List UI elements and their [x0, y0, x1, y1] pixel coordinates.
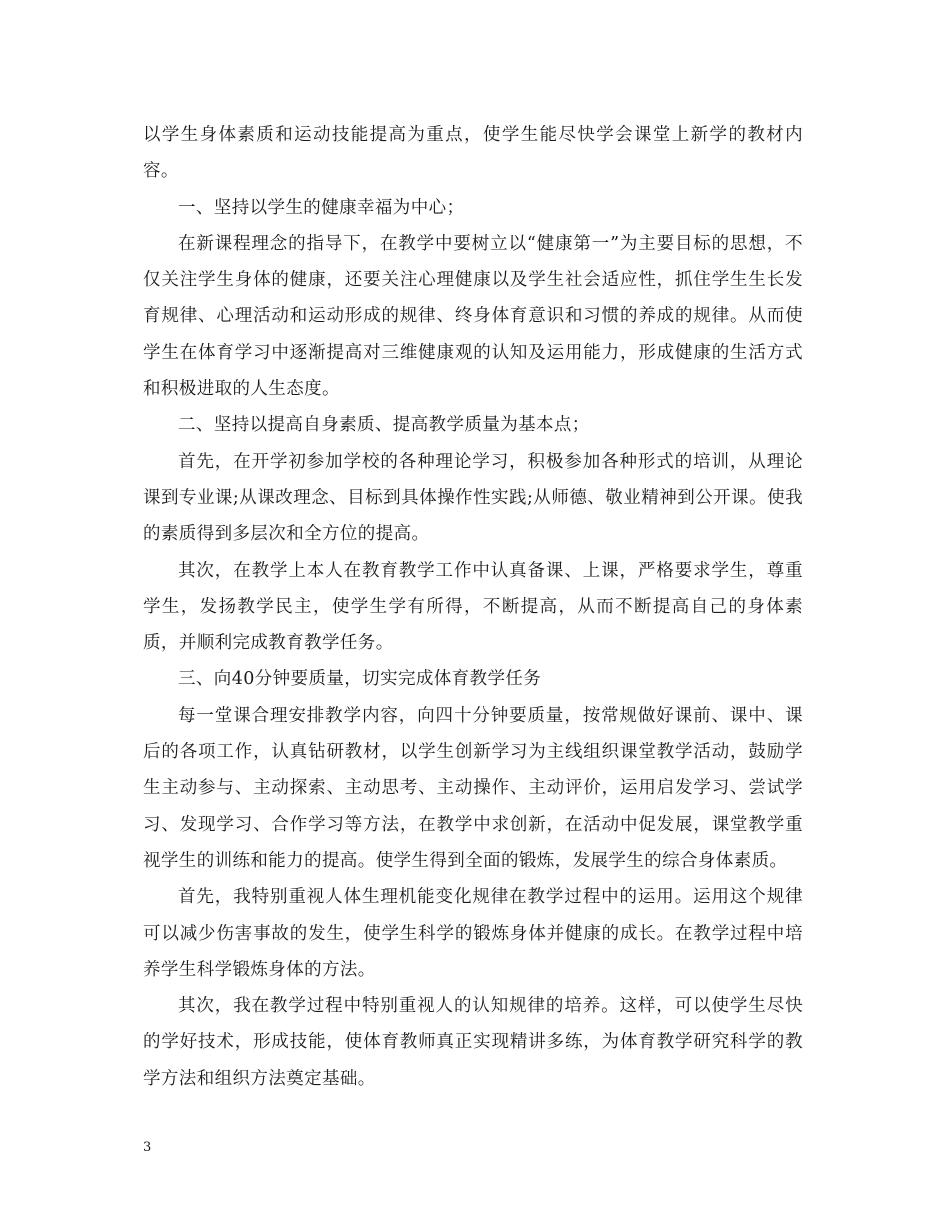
paragraph: 首先，在开学初参加学校的各种理论学习，积极参加各种形式的培训，从理论课到专业课;从课改理念、目标到具体操作性实践;从师德、敬业精神到公开课。使我的素质得到多层次和全方位的提高。: [143, 451, 803, 545]
section-heading: 一、坚持以学生的健康幸福为中心；: [178, 197, 465, 218]
page-number: 3: [143, 1140, 152, 1155]
paragraph: 在新课程理念的指导下，在教学中要树立以“健康第一”为主要目标的思想，不仅关注学生身体的健康，还要关注心理健康以及学生社会适应性，抓住学生生长发育规律、心理活动和运动形成的规律、终身体育意识和习惯的养成的规律。从而使学生在体育学习中逐渐提高对三维健康观的认知及运用能力，形成健康的生活方式和积极进取的人生态度。: [143, 233, 803, 400]
section-heading: 二、坚持以提高自身素质、提高教学质量为基本点；: [178, 415, 590, 436]
paragraph: 其次，在教学上本人在教育教学工作中认真备课、上课，严格要求学生，尊重学生，发扬教学民主，使学生学有所得，不断提高，从而不断提高自己的身体素质，并顺利完成教育教学任务。: [143, 560, 803, 654]
section-heading: 三、向40分钟要质量，切实完成体育教学任务: [178, 669, 542, 690]
paragraph: 每一堂课合理安排教学内容，向四十分钟要质量，按常规做好课前、课中、课后的各项工作，认真钻研教材，以学生创新学习为主线组织课堂教学活动，鼓励学生主动参与、主动探索、主动思考、主动操作、主动评价，运用启发学习、尝试学习、发现学习、合作学习等方法，在教学中求创新，在活动中促发展，课堂教学重视学生的训练和能力的提高。使学生得到全面的锻炼，发展学生的综合身体素质。: [143, 705, 803, 871]
document-body: [143, 117, 803, 1097]
paragraph: 首先，我特别重视人体生理机能变化规律在教学过程中的运用。运用这个规律可以减少伤害事故的发生，使学生科学的锻炼身体并健康的成长。在教学过程中培养学生科学锻炼身体的方法。: [143, 887, 803, 980]
paragraph: 以学生身体素质和运动技能提高为重点，使学生能尽快学会课堂上新学的教材内容。: [143, 125, 803, 182]
paragraph: 其次，我在教学过程中特别重视人的认知规律的培养。这样，可以使学生尽快的学好技术，形成技能，使体育教师真正实现精讲多练，为体育教学研究科学的教学方法和组织方法奠定基础。: [143, 996, 803, 1089]
